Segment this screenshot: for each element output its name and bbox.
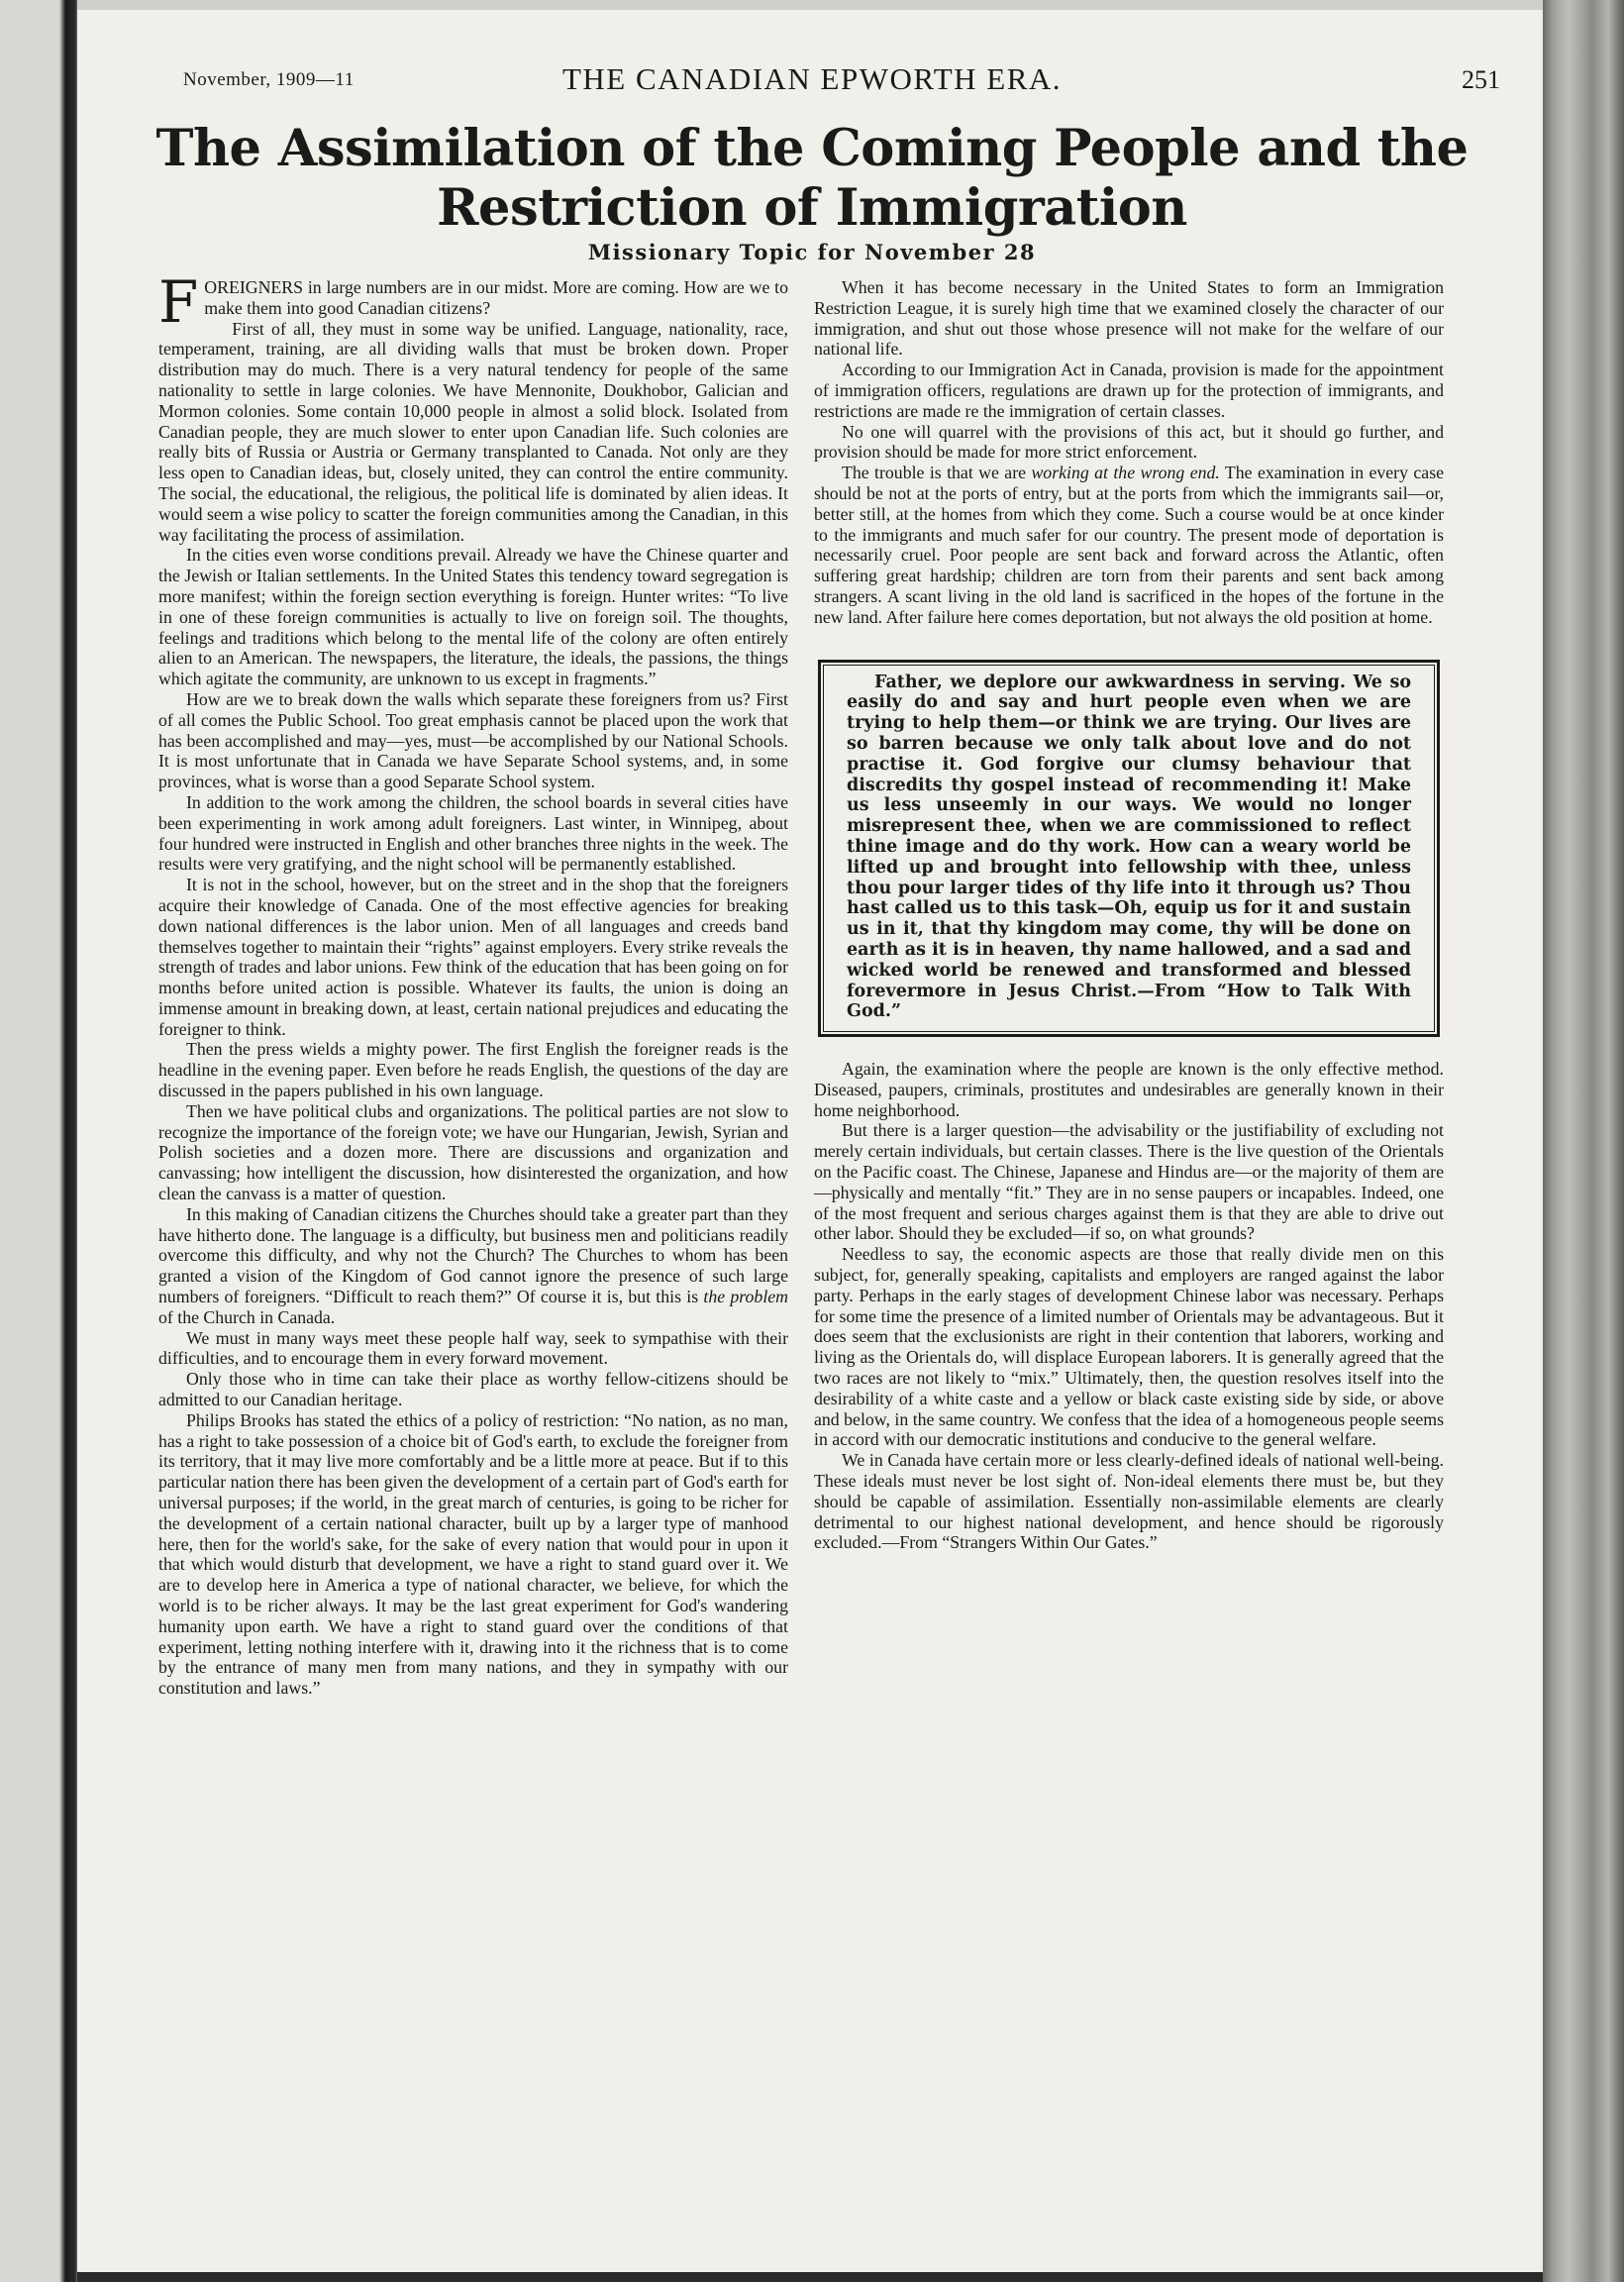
paragraph: Again, the examination where the people are known is the only effective method. Diseased, paupers, criminals, prostitutes and undesirables are generally known in their home neighborhood. (814, 1059, 1444, 1120)
page-number: 251 (1462, 65, 1500, 94)
drop-cap: F (158, 268, 199, 336)
scan-top-edge (0, 0, 1624, 10)
publication-name: THE CANADIAN EPWORTH ERA. (561, 61, 1063, 96)
paragraph: Then we have political clubs and organizations. The political parties are not slow to recognize the importance of the foreign vote; we have our Hungarian, Jewish, Syrian and Polish societies and a dozen more. There are discussions and organization and canvassing; how intelligent the discussion, how disinterested the organization, and how clean the canvass is a matter of question. (158, 1100, 788, 1204)
text-column-right (814, 277, 1444, 1553)
paragraph: The trouble is that we are working at the wrong end. The examination in every case should be not at the ports of entry, but at the ports from which the immigrants sail—or, better still, at the homes from which they come. Such a course would be at once kinder to the immigrants and much safer for our country. The present mode of deportation is necessarily cruel. Poor people are sent back and forward across the Atlantic, often suffering great hardship; children are torn from their parents and sent back among strangers. A scant living in the old land is sacrificed in the hopes of the fortune in the new land. After failure here comes deportation, but not always the old position at home. (814, 463, 1444, 627)
paragraph: According to our Immigration Act in Canada, provision is made for the appointment of immigration officers, regulations are drawn up for the protection of immigrants, and restrictions are made re the immigration of certain classes. (814, 360, 1444, 421)
paragraph: How are we to break down the walls which separate these foreigners from us? First of all comes the Public School. Too great emphasis cannot be placed upon the work that has been accomplished and may—yes, must—be accomplished by our National Schools. It is most unfortunate that in Canada we have Separate School systems, and, in some provinces, what is worse than a good Separate School system. (158, 688, 788, 792)
book-spine-edge (1543, 0, 1624, 2282)
article-title: The Assimilation of the Coming People and the Restriction of Immigration (155, 119, 1469, 238)
article-subtitle: Missionary Topic for November 28 (587, 240, 1037, 264)
prayer-text: Father, we deplore our awkwardness in serving. We so easily do and say and hurt people even when we are trying to help them—or think we are trying. Our lives are so barren because we only talk about love and do not practise it. God forgive our clumsy behaviour that discredits thy gospel instead of recommending it! Make us less unseemly in our ways. We would no longer misrepresent thee, when we are commissioned to reflect thine image and do thy work. How can a weary world be lifted up and brought into fellowship with thee, unless thou pour larger tides of thy life into it through us? Thou hast called us to this task—Oh, equip us for it and sustain us in it, that thy kingdom may come, thy will be done on earth as it is in heaven, thy name hallowed, and a sad and wicked world be renewed and transformed and blessed forevermore in Jesus Christ.—From “How to Talk With God.” (847, 672, 1411, 1022)
scan-left-edge (0, 0, 77, 2282)
paragraph: It is not in the school, however, but on the street and in the shop that the foreigners acquire their knowledge of Canada. One of the most effective agencies for breaking down national differences is the labor union. Men of all languages and creeds band themselves together to maintain their “rights” against employers. Every strike reveals the strength of trades and labor unions. Few think of the education that has been going on for months before united action is possible. Whatever its faults, the union is doing an immense amount in breaking down, at least, certain national prejudices and educating the foreigner to think. (158, 875, 788, 1039)
prayer-box (818, 660, 1440, 1038)
text-column-left (158, 268, 789, 1699)
paragraph: In this making of Canadian citizens the Churches should take a greater part than they have hitherto done. The language is a difficulty, but business men and politicians readily overcome this difficulty, and why not the Church? The Churches to whom has been granted a vision of the Kingdom of God cannot ignore the presence of such large numbers of foreigners. “Difficult to reach them?” Of course it is, but this is the problem of the Church in Canada. (158, 1203, 789, 1327)
paragraph: Philips Brooks has stated the ethics of a policy of restriction: “No nation, as no man, has a right to take possession of a choice bit of God's earth, to exclude the foreigner from its territory, that it may live more comfortably and be a little more at peace. But if to this particular nation there has been given the development of a certain part of God's earth for universal purposes; if the world, in the great march of centuries, is going to be richer for the development of a certain national character, built up by a larger type of manhood here, then for the world's sake, for the sake of every nation that would pour in upon it that which would disturb that development, we have a right to stand guard over it. We are to develop here in America a type of national character, we believe, for which the world is to be richer always. It may be the last great experiment for God's wandering humanity upon earth. We have a right to stand guard over the conditions of that experiment, letting nothing interfere with it, drawing into it the richness that is to come by the entrance of many men from many nations, and they in sympathy with our constitution and laws.” (158, 1409, 788, 1699)
paragraph: In addition to the work among the children, the school boards in several cities have been experimenting in work among adult foreigners. Last winter, in Winnipeg, about four hundred were instructed in English and other branches three nights in the week. The results were very gratifying, and the night school will be permanently established. (158, 791, 788, 875)
issue-date: November, 1909—11 (183, 69, 355, 90)
paragraph: But there is a larger question—the advisability or the justifiability of excluding not merely certain individuals, but certain classes. There is the live question of the Orientals on the Pacific coast. The Chinese, Japanese and Hindus are—or the majority of them are—physically and mentally “fit.” They are in no sense paupers or incapables. Indeed, one of the most frequent and serious charges against them is that they are able to drive out other labor. Should they be excluded—if so, on what grounds? (814, 1120, 1444, 1244)
paragraph: FOREIGNERS in large numbers are in our midst. More are coming. How are we to make them into good Canadian citizens? (158, 268, 788, 336)
scan-bottom-edge (77, 2272, 1543, 2282)
running-header (104, 61, 1520, 101)
paragraph: We in Canada have certain more or less clearly-defined ideals of national well-being. These ideals must never be lost sight of. Non-ideal elements there must be, but they should be capable of assimilation. Essentially non-assimilable elements are clearly detrimental to our highest national development, and hence should be rigorously excluded.—From “Strangers Within Our Gates.” (814, 1450, 1444, 1553)
paragraph: In the cities even worse conditions prevail. Already we have the Chinese quarter and the Jewish or Italian settlements. In the United States this tendency toward segregation is more manifest; within the foreign section everything is foreign. Hunter writes: “To live in one of these foreign communities is actually to live on foreign soil. The thoughts, feelings and traditions which belong to the mental life of the colony are often entirely alien to an American. The newspapers, the literature, the ideals, the passions, the things which agitate the community, are unknown to us except in fragments.” (158, 545, 788, 689)
paragraph: Then the press wields a mighty power. The first English the foreigner reads is the headline in the evening paper. Even before he reads English, the questions of the day are discussed in the papers published in his own language. (158, 1039, 788, 1101)
paragraph: Needless to say, the economic aspects are those that really divide men on this subject, for, generally speaking, capitalists and employers are ranged against the labor party. Perhaps in the early stages of development Chinese labor was necessary. Perhaps for some time the presence of a limited number of Orientals may be advantageous. But it does seem that the exclusionists are right in their contention that laborers, working and living as the Orientals do, will displace European laborers. It is generally agreed that the two races are not likely to “mix.” Ultimately, then, the question resolves itself into the desirability of a white caste and a yellow or black caste existing side by side, or above and below, in the same country. We confess that the idea of a homogeneous people seems in accord with our democratic institutions and conducive to the general welfare. (814, 1244, 1444, 1450)
paragraph: No one will quarrel with the provisions of this act, but it should go further, and provision should be made for more strict enforcement. (814, 421, 1444, 463)
paragraph: When it has become necessary in the United States to form an Immigration Restriction League, it is surely high time that we examined closely the character of our immigration, and shut out those whose presence will not make for the welfare of our national life. (814, 277, 1444, 360)
paragraph: Only those who in time can take their place as worthy fellow-citizens should be admitted to our Canadian heritage. (158, 1369, 788, 1410)
paragraph: First of all, they must in some way be unified. Language, nationality, race, temperament, training, are all dividing walls that must be broken down. Proper distribution may do much. There is a very natural tendency for people of the same nationality to settle in large colonies. We have Mennonite, Doukhobor, Galician and Mormon colonies. Some contain 10,000 people in almost a solid block. Isolated from Canadian people, they are much slower to enter upon Canadian life. Such colonies are really bits of Russia or Austria or Germany transplanted to Canada. Not only are they less open to Canadian ideas, but, closely united, they can control the entire community. The social, the educational, the religious, the political life is dominated by alien ideas. It would seem a wise policy to scatter the foreign communities among the Canadian, in this way facilitating the process of assimilation. (158, 318, 788, 545)
paragraph: We must in many ways meet these people half way, seek to sympathise with their difficulties, and to encourage them in every forward movement. (158, 1327, 788, 1369)
